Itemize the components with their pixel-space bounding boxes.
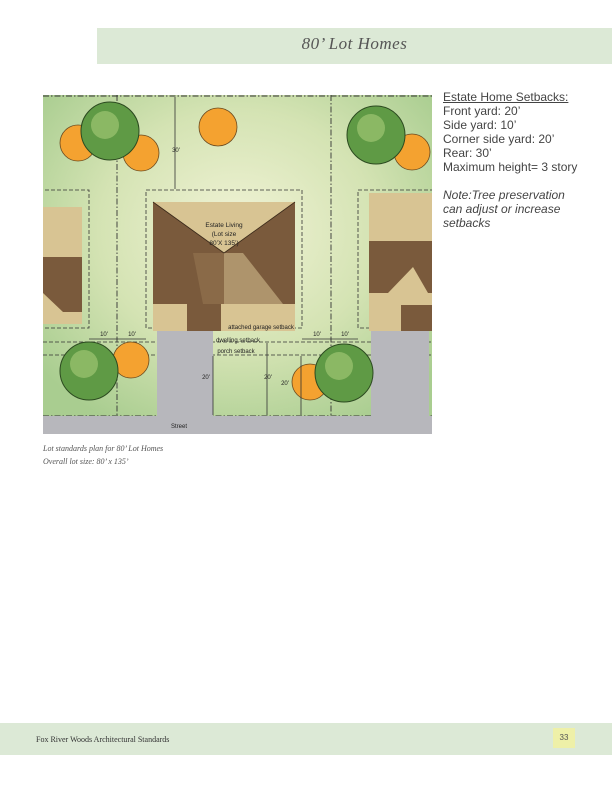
setbacks-heading: Estate Home Setbacks: — [443, 90, 569, 104]
dim-side-left-1: 10' — [100, 332, 108, 338]
dim-front-3: 20' — [281, 381, 289, 387]
setback-side: Side yard: 10’ — [443, 118, 517, 132]
dim-front-2: 20' — [264, 375, 272, 381]
lot-plan-diagram — [43, 95, 432, 434]
setback-rear: Rear: 30’ — [443, 146, 492, 160]
setbacks-panel — [443, 90, 603, 230]
setback-height: Maximum height= 3 story — [443, 160, 578, 174]
figure-caption — [43, 442, 163, 468]
footer — [0, 723, 612, 755]
note-line1: Note:Tree preservation — [443, 188, 565, 202]
lot-size-line1: (Lot size — [211, 231, 237, 238]
caption-line2: Overall lot size: 80’ x 135’ — [43, 457, 129, 466]
title-band — [97, 28, 612, 64]
footer-text: Fox River Woods Architectural Standards — [36, 735, 170, 744]
driveway-center — [157, 331, 213, 416]
note-line2: can adjust or increase — [443, 202, 561, 216]
dim-side-right-1: 10' — [313, 332, 321, 338]
note-line3: setbacks — [443, 216, 491, 230]
dim-rear: 30' — [172, 148, 180, 154]
street-label: Street — [170, 424, 188, 430]
setback-corner: Corner side yard: 20’ — [443, 132, 555, 146]
tree-top-center — [199, 108, 237, 146]
dim-front-1: 20' — [202, 375, 210, 381]
page-number: 33 — [553, 728, 575, 748]
porch-setback-label: porch setback — [217, 349, 255, 355]
driveway-right — [371, 331, 429, 416]
page-title: 80’ Lot Homes — [301, 34, 408, 53]
dim-side-right-2: 10' — [341, 332, 349, 338]
house-left — [43, 207, 82, 324]
garage-setback-label: attached garage setback — [228, 325, 294, 331]
dwelling-setback-label: dwelling setback — [215, 338, 261, 344]
house-label: Estate Living — [205, 222, 243, 229]
setback-front: Front yard: 20’ — [443, 104, 521, 118]
house-right — [369, 193, 432, 331]
street-pavement — [43, 416, 432, 434]
dim-side-left-2: 10' — [128, 332, 136, 338]
lot-size-line2: 80’X 135’) — [209, 240, 239, 247]
caption-line1: Lot standards plan for 80’ Lot Homes — [43, 444, 164, 453]
